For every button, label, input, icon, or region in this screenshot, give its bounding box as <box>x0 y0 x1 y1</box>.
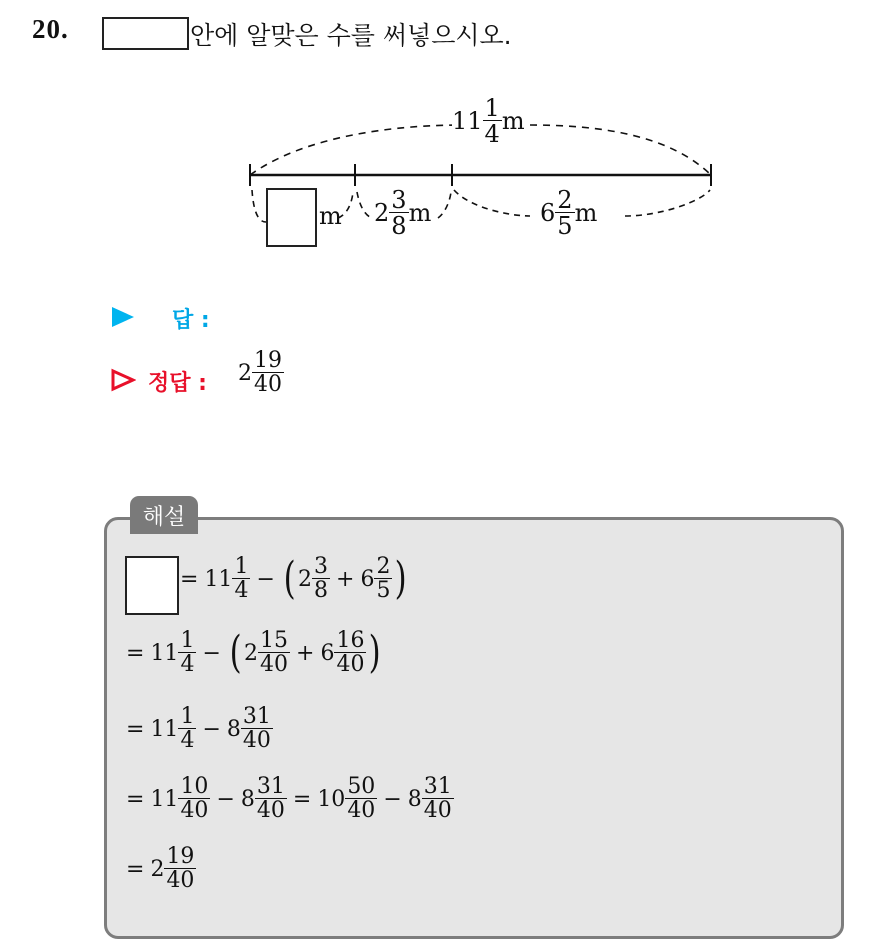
term-a <box>150 846 196 892</box>
segment-2-fraction <box>389 188 408 238</box>
segment-3-unit: m <box>574 199 598 227</box>
segment-1-blank-box <box>266 188 317 247</box>
left-paren: ( <box>283 553 296 604</box>
equals-sign: = <box>292 786 312 812</box>
term-whole: 2 <box>298 566 313 592</box>
total-fraction <box>483 96 502 146</box>
term-b <box>241 776 287 822</box>
segment-3-whole: 6 <box>540 199 556 227</box>
explanation-line-3 <box>126 706 273 752</box>
plus-sign: + <box>296 640 315 666</box>
term-denominator: 40 <box>180 798 209 823</box>
explanation-line-5 <box>126 846 196 892</box>
term-b <box>244 630 290 676</box>
term-fraction <box>241 706 273 752</box>
term-fraction <box>164 846 196 892</box>
term-numerator: 1 <box>234 554 249 579</box>
term-a <box>150 706 196 752</box>
term-fraction <box>334 630 366 676</box>
term-whole: 8 <box>240 786 255 812</box>
total-numerator: 1 <box>484 94 500 122</box>
term-numerator: 31 <box>242 704 271 729</box>
minus-sign: − <box>383 786 402 812</box>
minus-sign: − <box>256 566 275 592</box>
answer-label: 답 : <box>172 308 210 333</box>
term-denominator: 8 <box>314 578 329 603</box>
term-numerator: 15 <box>260 628 289 653</box>
segment-1-unit: m <box>319 202 342 230</box>
right-paren: ) <box>395 553 408 604</box>
term-whole: 8 <box>226 716 241 742</box>
segment-3-label <box>540 188 597 238</box>
term-whole: 6 <box>360 566 375 592</box>
answer-marker-icon <box>110 305 136 329</box>
term-numerator: 3 <box>314 554 329 579</box>
term-numerator: 31 <box>423 774 452 799</box>
term-fraction <box>258 630 290 676</box>
term-numerator: 10 <box>180 774 209 799</box>
term-whole: 11 <box>150 716 179 742</box>
term-denominator: 40 <box>166 868 195 893</box>
segment-2-denominator: 8 <box>391 212 407 240</box>
term-denominator: 40 <box>336 652 365 677</box>
term-a <box>150 776 210 822</box>
minus-sign: − <box>202 640 221 666</box>
equals-sign: = <box>126 716 145 742</box>
term-whole: 2 <box>244 640 259 666</box>
segment-2-label <box>374 188 431 238</box>
equals-sign: = <box>126 640 145 666</box>
term-denominator: 40 <box>256 798 285 823</box>
explanation-blank-box <box>125 556 179 615</box>
total-denominator: 4 <box>484 120 500 148</box>
term-fraction <box>374 556 392 602</box>
correct-answer-label: 정답 : <box>148 371 207 396</box>
term-whole: 11 <box>150 786 179 812</box>
segment-3-denominator: 5 <box>557 212 573 240</box>
correct-answer-whole: 2 <box>238 360 252 386</box>
term-numerator: 1 <box>180 628 195 653</box>
segment-3-numerator: 2 <box>557 186 573 214</box>
term-whole: 8 <box>407 786 422 812</box>
term-fraction <box>232 556 250 602</box>
term-c <box>320 630 366 676</box>
question-text: 안에 알맞은 수를 써넣으시오. <box>190 21 512 50</box>
plus-sign: + <box>336 566 355 592</box>
term-fraction <box>178 776 210 822</box>
term-c <box>360 556 392 602</box>
term-fraction <box>312 556 330 602</box>
term-denominator: 5 <box>376 578 391 603</box>
equals-sign: = <box>126 786 145 812</box>
term-d <box>408 776 454 822</box>
correct-answer-numerator: 19 <box>254 348 282 373</box>
term-fraction <box>255 776 287 822</box>
term-numerator: 19 <box>166 844 195 869</box>
term-whole: 2 <box>150 856 165 882</box>
term-fraction <box>178 630 196 676</box>
segment-3-fraction <box>555 188 574 238</box>
left-paren: ( <box>229 627 242 678</box>
term-denominator: 40 <box>260 652 289 677</box>
correct-answer-value <box>238 350 284 396</box>
explanation-line-1 <box>180 553 410 604</box>
term-a <box>204 556 250 602</box>
term-denominator: 4 <box>234 578 249 603</box>
explanation-tab: 해설 <box>130 496 198 534</box>
term-denominator: 40 <box>423 798 452 823</box>
term-numerator: 16 <box>336 628 365 653</box>
correct-answer-marker-icon <box>110 368 136 392</box>
term-numerator: 1 <box>180 704 195 729</box>
explanation-line-2 <box>126 627 384 678</box>
explanation-line-4 <box>126 776 454 822</box>
right-paren: ) <box>369 627 382 678</box>
equals-sign: = <box>180 566 199 592</box>
answer-blank-box <box>102 17 189 50</box>
segment-2-whole: 2 <box>374 199 390 227</box>
term-c <box>317 776 377 822</box>
equals-sign: = <box>126 856 145 882</box>
term-numerator: 31 <box>256 774 285 799</box>
term-b <box>227 706 273 752</box>
total-length-label <box>452 96 525 146</box>
term-fraction <box>345 776 377 822</box>
correct-answer-fraction <box>252 350 284 396</box>
minus-sign: − <box>202 716 221 742</box>
term-numerator: 2 <box>376 554 391 579</box>
term-whole: 6 <box>320 640 335 666</box>
term-denominator: 4 <box>180 728 195 753</box>
segment-2-unit: m <box>408 199 432 227</box>
correct-answer-denominator: 40 <box>254 372 282 397</box>
term-whole: 11 <box>204 566 233 592</box>
total-whole: 11 <box>452 107 483 135</box>
total-unit: m <box>501 107 525 135</box>
minus-sign: − <box>216 786 235 812</box>
term-fraction <box>422 776 454 822</box>
term-numerator: 50 <box>347 774 376 799</box>
term-denominator: 40 <box>242 728 271 753</box>
segment-2-numerator: 3 <box>391 186 407 214</box>
term-whole: 11 <box>150 640 179 666</box>
term-a <box>150 630 196 676</box>
question-number: 20. <box>32 14 69 44</box>
term-denominator: 4 <box>180 652 195 677</box>
term-denominator: 40 <box>347 798 376 823</box>
term-fraction <box>178 706 196 752</box>
term-whole: 10 <box>317 786 346 812</box>
term-b <box>298 556 330 602</box>
